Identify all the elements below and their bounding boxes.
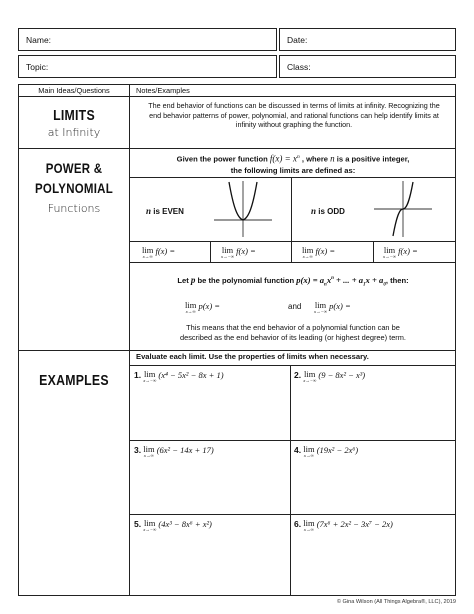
lim-odd-pos bbox=[302, 246, 335, 259]
polynomial-intro bbox=[130, 275, 456, 288]
poly-sub-n: n bbox=[324, 282, 327, 288]
examples-top-line bbox=[130, 365, 456, 366]
lim-word: lim bbox=[314, 300, 327, 310]
example-number: 1. bbox=[134, 370, 142, 380]
lim-sub: x→∞ bbox=[302, 254, 313, 259]
example-number: 3. bbox=[134, 445, 142, 455]
example-expression: (6x² − 14x + 17) bbox=[156, 445, 214, 455]
lim-sub: x→−∞ bbox=[143, 378, 157, 383]
even-power-graph bbox=[213, 180, 273, 238]
power-formula: f(x) = x bbox=[269, 153, 297, 164]
and-text: and bbox=[288, 302, 302, 311]
example-expression: (x⁴ − 5x² − 8x + 1) bbox=[158, 370, 224, 380]
lim-row-bottom-line bbox=[130, 262, 456, 263]
lim-px: p(x) = bbox=[198, 301, 221, 311]
limits-description: The end behavior of functions can be discussed in terms of limits at infinity. Recognizing the end behavior patterns of power, polynomial, and rational functions can help identify limits at infinity without graphing the function. bbox=[148, 101, 440, 130]
example-6 bbox=[294, 519, 393, 532]
lim-word: lim bbox=[303, 444, 315, 454]
polynomial-end-behavior-note bbox=[130, 323, 456, 342]
poly-text-c: , then: bbox=[385, 276, 409, 285]
even-n: n bbox=[146, 206, 152, 216]
lim-even-neg bbox=[221, 246, 256, 259]
example-4 bbox=[294, 445, 358, 458]
poly-p: p bbox=[190, 275, 196, 285]
lim-fx: f(x) = bbox=[236, 246, 256, 256]
example-expression: (9 − 8x² − x³) bbox=[318, 370, 366, 380]
lim-fx: f(x) = bbox=[315, 246, 336, 256]
power-intro-c: is a positive integer, bbox=[336, 154, 410, 164]
odd-power-graph bbox=[373, 180, 433, 238]
power-formula-exp: n bbox=[296, 154, 300, 160]
lim-sub: x→−∞ bbox=[303, 378, 317, 383]
class-field[interactable] bbox=[279, 55, 456, 78]
lim-cell-divider-1 bbox=[210, 241, 211, 262]
lim-sub: x→−∞ bbox=[221, 254, 235, 259]
poly-formula-a: p(x) = a bbox=[296, 275, 325, 285]
example-5 bbox=[134, 519, 212, 532]
column-header-main-ideas: Main Ideas/Questions bbox=[38, 86, 110, 95]
lim-word: lim bbox=[303, 518, 315, 528]
poly-sub-1: 1 bbox=[363, 282, 366, 288]
header-row-divider bbox=[18, 96, 456, 97]
copyright-footer: © Gina Wilson (All Things Algebra®, LLC), 2019 bbox=[336, 599, 456, 605]
lim-word: lim bbox=[143, 444, 155, 454]
example-number: 6. bbox=[294, 519, 302, 529]
power-title-line2: POLYNOMIAL bbox=[35, 180, 113, 196]
example-2 bbox=[294, 370, 365, 383]
end-line1: This means that the end behavior of a polynomial function can be bbox=[186, 323, 400, 332]
lim-word: lim bbox=[221, 245, 234, 255]
lim-sub: x→∞ bbox=[143, 453, 154, 458]
examples-title: EXAMPLES bbox=[39, 372, 109, 389]
limits-subtitle: at Infinity bbox=[47, 126, 101, 139]
lim-sub: x→∞ bbox=[303, 453, 314, 458]
lim-sub: x→−∞ bbox=[143, 527, 157, 532]
topic-label: Topic: bbox=[26, 62, 49, 72]
lim-word: lim bbox=[304, 369, 316, 379]
poly-formula-mid2: x + a bbox=[365, 275, 384, 285]
poly-formula bbox=[296, 275, 386, 288]
class-label: Class: bbox=[287, 62, 311, 72]
examples-row-line-2 bbox=[130, 514, 456, 515]
even-label bbox=[146, 206, 184, 216]
power-intro bbox=[130, 152, 456, 176]
poly-text-b: be the polynomial function bbox=[195, 276, 297, 285]
lim-even-pos bbox=[142, 246, 175, 259]
example-number: 5. bbox=[134, 519, 142, 529]
lim-sub: x→∞ bbox=[142, 254, 153, 259]
odd-text: is ODD bbox=[316, 207, 345, 216]
examples-row-line-1 bbox=[130, 440, 456, 441]
examples-instruction: Evaluate each limit. Use the properties of limits when necessary. bbox=[136, 352, 369, 361]
lim-fx: f(x) = bbox=[155, 246, 176, 256]
graphs-top-line bbox=[130, 177, 456, 178]
lim-cell-divider-3 bbox=[373, 241, 374, 262]
lim-sub: x→−∞ bbox=[314, 309, 328, 314]
graphs-bottom-line bbox=[130, 241, 456, 242]
power-intro-n: n bbox=[330, 153, 335, 164]
example-expression: (4x³ − 8x⁶ + x²) bbox=[158, 519, 212, 529]
lim-word: lim bbox=[383, 245, 396, 255]
example-expression: (19x² − 2x⁶) bbox=[316, 445, 359, 455]
power-heading bbox=[19, 154, 129, 234]
topic-field[interactable] bbox=[18, 55, 277, 78]
power-intro-line2: the following limits are defined as: bbox=[230, 165, 356, 175]
even-text: is EVEN bbox=[151, 207, 184, 216]
example-expression: (7x⁶ + 2x² − 3x⁷ − 2x) bbox=[316, 519, 393, 529]
power-row-divider bbox=[18, 350, 456, 351]
odd-label bbox=[311, 206, 345, 216]
lim-px: p(x) = bbox=[329, 301, 351, 311]
limits-row-divider bbox=[18, 148, 456, 149]
poly-text-a: Let bbox=[177, 276, 191, 285]
lim-sub: x→∞ bbox=[303, 527, 314, 532]
power-title-line1: POWER & bbox=[45, 160, 103, 176]
power-subtitle: Functions bbox=[47, 202, 101, 215]
example-3 bbox=[134, 445, 214, 458]
odd-n: n bbox=[311, 206, 317, 216]
lim-odd-neg bbox=[383, 246, 418, 259]
lim-sub: x→∞ bbox=[185, 309, 196, 314]
limits-title: LIMITS bbox=[53, 107, 95, 124]
poly-exp-n: n bbox=[331, 276, 334, 282]
graphs-middle-divider bbox=[291, 177, 292, 262]
lim-sub: x→−∞ bbox=[383, 254, 397, 259]
lim-poly-neg bbox=[314, 301, 351, 314]
power-intro-a: Given the power function bbox=[176, 154, 270, 164]
end-line2: described as the end behavior of its leading (or highest degree) term. bbox=[180, 332, 406, 342]
poly-formula-mid: + ... + a bbox=[333, 275, 364, 285]
lim-word: lim bbox=[142, 245, 154, 255]
example-1 bbox=[134, 370, 224, 383]
examples-middle-divider bbox=[290, 365, 291, 596]
column-header-notes: Notes/Examples bbox=[136, 86, 190, 95]
date-label: Date: bbox=[287, 35, 308, 45]
lim-word: lim bbox=[144, 369, 156, 379]
lim-word: lim bbox=[144, 518, 156, 528]
poly-formula-x: x bbox=[326, 275, 332, 285]
date-field[interactable] bbox=[279, 28, 456, 51]
lim-word: lim bbox=[185, 300, 197, 310]
limits-heading bbox=[19, 101, 129, 151]
lim-poly-pos bbox=[185, 301, 220, 314]
lim-word: lim bbox=[302, 245, 314, 255]
poly-sub-0: 0 bbox=[383, 282, 386, 288]
power-intro-b: , where bbox=[301, 154, 331, 164]
name-field[interactable] bbox=[18, 28, 277, 51]
lim-fx: f(x) = bbox=[398, 246, 418, 256]
example-number: 4. bbox=[294, 445, 302, 455]
name-label: Name: bbox=[26, 35, 52, 45]
example-number: 2. bbox=[294, 370, 302, 380]
